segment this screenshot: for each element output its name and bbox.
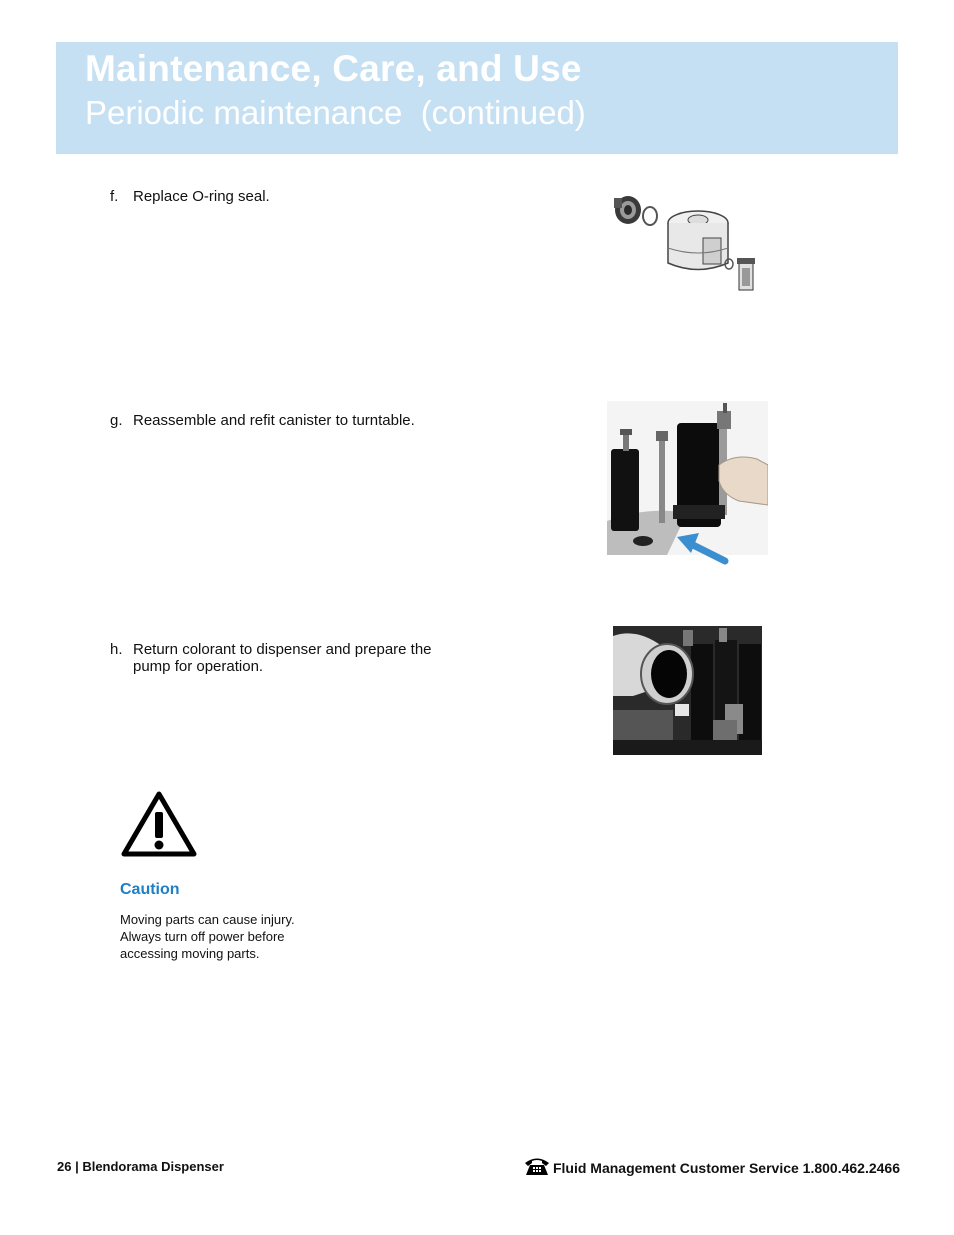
step-marker: h. [110, 641, 123, 658]
step-f [110, 188, 470, 205]
page-subtitle: Periodic maintenance (continued) [85, 94, 586, 131]
footer-service-line [524, 1156, 900, 1179]
step-g [110, 412, 490, 429]
footer-page-label: 26 | Blendorama Dispenser [57, 1159, 224, 1174]
warning-triangle-icon [120, 790, 198, 858]
caution-line: Moving parts can cause injury. [120, 912, 295, 927]
step-h [110, 641, 470, 675]
step-text: Return colorant to dispenser and prepare the pump for operation. [133, 641, 432, 675]
canister-refit-photo [607, 401, 768, 567]
colorant-return-photo [613, 626, 762, 755]
step-marker: g. [110, 412, 123, 429]
step-text: Replace O-ring seal. [133, 188, 270, 205]
caution-line: Always turn off power before [120, 929, 285, 944]
o-ring-seal-photo [597, 188, 769, 314]
page-title: Maintenance, Care, and Use [85, 48, 582, 89]
caution-text [120, 911, 340, 962]
step-text: Reassemble and refit canister to turntable. [133, 412, 415, 429]
telephone-icon [524, 1156, 550, 1179]
caution-heading: Caution [120, 881, 180, 898]
section-header [56, 42, 898, 154]
step-marker: f. [110, 188, 119, 205]
customer-service-text: Fluid Management Customer Service 1.800.462.2466 [552, 1159, 900, 1176]
caution-line: accessing moving parts. [120, 946, 260, 961]
